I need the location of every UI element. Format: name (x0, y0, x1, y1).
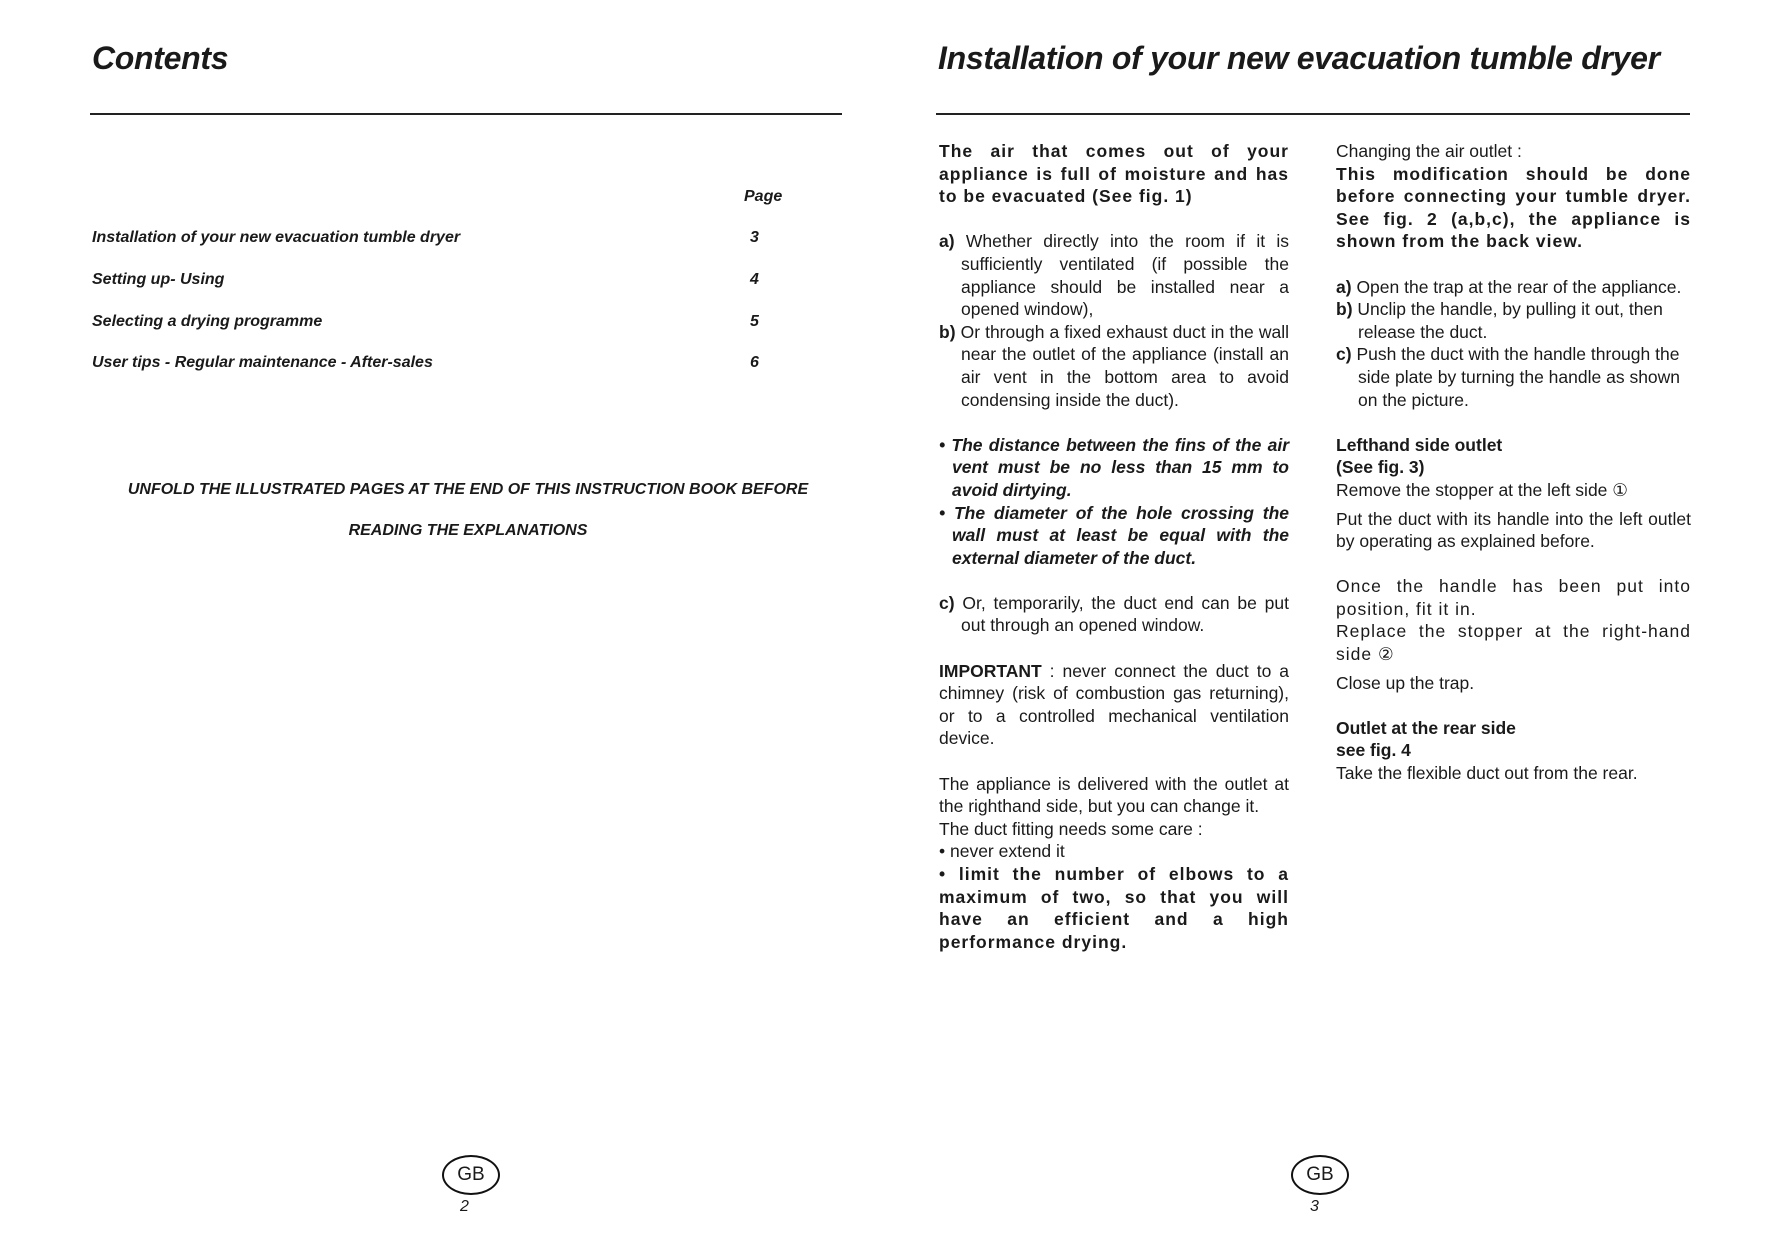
step-label: c) (939, 592, 955, 613)
step-text: Whether directly into the room if it is sufficiently ventilated (if possible the appliance should be installed near a opened window), (961, 231, 1289, 320)
toc-entry-page: 5 (750, 313, 759, 330)
close-trap-text: Close up the trap. (1336, 672, 1475, 693)
toc-entry-page: 4 (750, 271, 759, 288)
contents-title: Contents (92, 40, 229, 76)
changing-outlet-heading: Changing the air outlet : (1336, 141, 1522, 161)
column-right (1336, 140, 1691, 785)
step-a (939, 230, 1289, 320)
step-c (939, 592, 1289, 637)
page-number: 2 (460, 1198, 469, 1215)
bullet-limit-elbows: • limit the number of elbows to a maximum of two, so that you will have an efficient and a high performance drying. (939, 864, 1289, 952)
step-text: Or, temporarily, the duct end can be put out through an opened window. (961, 592, 1289, 636)
installation-title: Installation of your new evacuation tumble dryer (938, 40, 1660, 76)
step-text: Unclip the handle, by pulling it out, then release the duct. (1357, 299, 1663, 342)
column-left (939, 140, 1289, 953)
right-page (886, 0, 1772, 1241)
bullet-never-extend: • never extend it (939, 841, 1065, 862)
step-text: Open the trap at the rear of the appliance. (1356, 276, 1682, 297)
toc-page-header: Page (744, 188, 783, 205)
step-label: b) (939, 321, 956, 342)
warning-hole-diameter: • The diameter of the hole crossing the wall must at least be equal with the external diameter of the duct. (939, 502, 1289, 568)
language-badge: GB (1291, 1155, 1349, 1195)
remove-stopper-text: Remove the stopper at the left side ① (1336, 479, 1628, 500)
step-b (939, 321, 1289, 411)
toc-entry-title: Installation of your new evacuation tumble dryer (92, 229, 461, 246)
language-badge: GB (442, 1155, 500, 1195)
put-duct-text: Put the duct with its handle into the left outlet by operating as explained before. (1336, 508, 1691, 552)
toc-entry-page: 3 (750, 229, 759, 246)
important-text: : never connect the duct to a chimney (risk of combustion gas returning), or to a controlled mechanical ventilation device. (939, 660, 1289, 749)
step-label: c) (1336, 344, 1352, 365)
toc-entry-title: User tips - Regular maintenance - After-sales (92, 354, 433, 371)
unfold-notice-line2: READING THE EXPLANATIONS (348, 522, 588, 539)
title-rule (936, 113, 1690, 115)
delivered-paragraph: The appliance is delivered with the outlet at the righthand side, but you can change it. (939, 773, 1289, 817)
lefthand-outlet-heading: Lefthand side outlet (1336, 434, 1503, 455)
toc-entry-page: 6 (750, 354, 759, 371)
rear-outlet-heading: Outlet at the rear side (1336, 717, 1516, 738)
step-label: a) (1336, 276, 1352, 297)
step-c (1336, 343, 1691, 411)
step-label: b) (1336, 299, 1353, 320)
lefthand-outlet-figref: (See fig. 3) (1336, 457, 1425, 478)
toc-entry-title: Selecting a drying programme (92, 313, 323, 330)
step-text: Push the duct with the handle through the side plate by turning the handle as shown on the picture. (1356, 344, 1681, 410)
step-text: Or through a fixed exhaust duct in the wall near the outlet of the appliance (install an air vent in the bottom area to avoid condensing inside the duct). (960, 321, 1289, 410)
warning-fin-distance: • The distance between the fins of the air vent must be no less than 15 mm to avoid dirtying. (939, 434, 1289, 500)
toc-entry-title: Setting up- Using (92, 271, 225, 288)
important-paragraph (939, 660, 1289, 750)
modification-paragraph: This modification should be done before connecting your tumble dryer. See fig. 2 (a,b,c), the appliance is shown from the back view. (1336, 163, 1691, 252)
step-label: a) (939, 231, 955, 252)
step-b (1336, 298, 1691, 343)
take-duct-text: Take the flexible duct out from the rear. (1336, 763, 1638, 784)
title-rule (90, 113, 842, 115)
page-number: 3 (1310, 1198, 1319, 1215)
important-label: IMPORTANT (939, 660, 1042, 681)
intro-paragraph: The air that comes out of your appliance is full of moisture and has to be evacuated (See fig. 1) (939, 141, 1289, 207)
care-paragraph: The duct fitting needs some care : (939, 818, 1203, 839)
rear-outlet-figref: see fig. 4 (1336, 740, 1411, 761)
once-handle-text: Once the handle has been put into position, fit it in. (1336, 576, 1691, 619)
replace-stopper-text: Replace the stopper at the right-hand side ② (1336, 621, 1691, 665)
unfold-notice-line1: UNFOLD THE ILLUSTRATED PAGES AT THE END OF THIS INSTRUCTION BOOK BEFORE (127, 481, 809, 498)
step-a (1336, 276, 1691, 299)
